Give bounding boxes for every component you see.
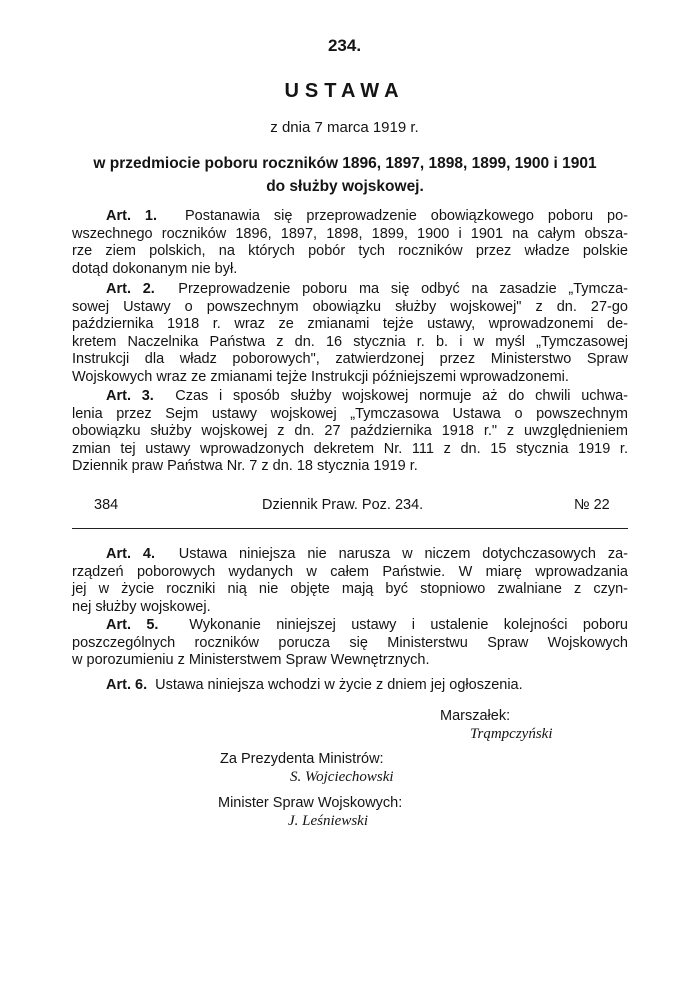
article-text-line: rządzeń poborowych wydanych w całem Państwie. W miarę wprowadzania xyxy=(72,563,628,580)
act-subject xyxy=(55,152,635,198)
article-4 xyxy=(72,546,628,616)
act-title: USTAWA xyxy=(284,80,405,102)
article-text-line: poszczególnych roczników porucza się Ministerstwu Spraw Wojskowych xyxy=(72,634,628,651)
article-label: Art. 6. xyxy=(106,677,148,693)
article-text-line: Czas i sposób służby wojskowej normuje aż do chwili uchwa- xyxy=(175,388,628,404)
header-rule xyxy=(72,528,628,529)
act-subject-line: w przedmiocie poboru roczników 1896, 1897, 1898, 1899, 1900 i 1901 xyxy=(93,155,597,172)
act-subject-line: do służby wojskowej. xyxy=(266,178,424,195)
journal-reference: Dziennik Praw. Poz. 234. xyxy=(262,497,424,513)
military-minister-title: Minister Spraw Wojskowych: xyxy=(218,795,403,811)
article-label: Art. 2. xyxy=(106,281,155,297)
article-label: Art. 1. xyxy=(106,208,158,224)
article-label: Art. 3. xyxy=(106,388,154,404)
article-text-line: Postanawia się przeprowadzenie obowiązkowego poboru po- xyxy=(184,208,629,224)
article-3 xyxy=(72,388,628,476)
article-text-line: obowiązku służby wojskowej z dn. 27 października 1918 r." z uwzględnieniem xyxy=(72,423,628,440)
prime-minister-signature: S. Wojciechowski xyxy=(290,769,394,785)
marshal-signature: Trąmpczyński xyxy=(470,726,553,742)
marshal-title: Marszałek: xyxy=(440,708,511,724)
article-5 xyxy=(72,617,628,670)
article-text-line: lenia przez Sejm ustawy wojskowej „Tymczasowa Ustawa o powszechnym xyxy=(72,405,628,422)
article-2 xyxy=(72,281,628,387)
issue-number: № 22 xyxy=(574,497,610,513)
page-number: 384 xyxy=(94,497,119,513)
article-text-line: zmian tej ustawy wprowadzonych dekretem Nr. 111 z dn. 15 stycznia 1919 r. xyxy=(72,440,628,457)
article-text-line: Dziennik praw Państwa Nr. 7 z dn. 18 stycznia 1919 r. xyxy=(72,458,418,475)
article-text-line: Ustawa niniejsza nie narusza w niczem dotychczasowych za- xyxy=(178,546,628,562)
article-text-line: Instrukcji dla władz poborowych", zatwierdzonej przez Ministerstwo Spraw xyxy=(72,351,628,368)
article-text-line: Wojskowych wraz ze zmianami tejże Instrukcji późniejszemi wprowadzonemi. xyxy=(72,368,569,385)
article-text-line: rze ziem polskich, na których pobór tych roczników przez władze polskie xyxy=(72,243,628,260)
article-text-line: jej w życie roczniki nią nie objęte mają być stopniowo zwalniane z czyn- xyxy=(72,581,628,598)
act-number: 234. xyxy=(327,36,362,55)
article-text-line: października 1918 r. wraz ze zmianami tejże ustawy, wprowadzonemi de- xyxy=(72,316,628,333)
article-text-line: Ustawa niniejsza wchodzi w życie z dniem jej ogłoszenia. xyxy=(155,677,523,693)
prime-minister-title: Za Prezydenta Ministrów: xyxy=(220,751,384,767)
article-text-line: Wykonanie niniejszej ustawy i ustalenie kolejności poboru xyxy=(189,617,628,633)
article-text-line: Przeprowadzenie poboru ma się odbyć na zasadzie „Tymcza- xyxy=(178,281,628,297)
article-text-line: kretem Naczelnika Państwa z dn. 16 stycznia r. b. i w myśl „Tymczasowej xyxy=(72,333,628,350)
article-text-line: dotąd dokonanym nie był. xyxy=(72,260,238,277)
military-minister-signature: J. Leśniewski xyxy=(288,813,368,829)
article-label: Art. 5. xyxy=(106,617,159,633)
article-text-line: w porozumieniu z Ministerstwem Spraw Wewnętrznych. xyxy=(72,652,430,669)
article-6 xyxy=(72,677,628,695)
article-text-line: sowej Ustawy o powszechnym obowiązku służby wojskowej" z dn. 27-go xyxy=(72,298,628,315)
article-text-line: nej służby wojskowej. xyxy=(72,598,211,615)
article-label: Art. 4. xyxy=(106,546,155,562)
article-text-line: wszechnego roczników 1896, 1897, 1898, 1899, 1900 i 1901 na całym obsza- xyxy=(72,225,628,242)
act-date: z dnia 7 marca 1919 r. xyxy=(270,119,419,136)
article-1 xyxy=(72,208,628,278)
